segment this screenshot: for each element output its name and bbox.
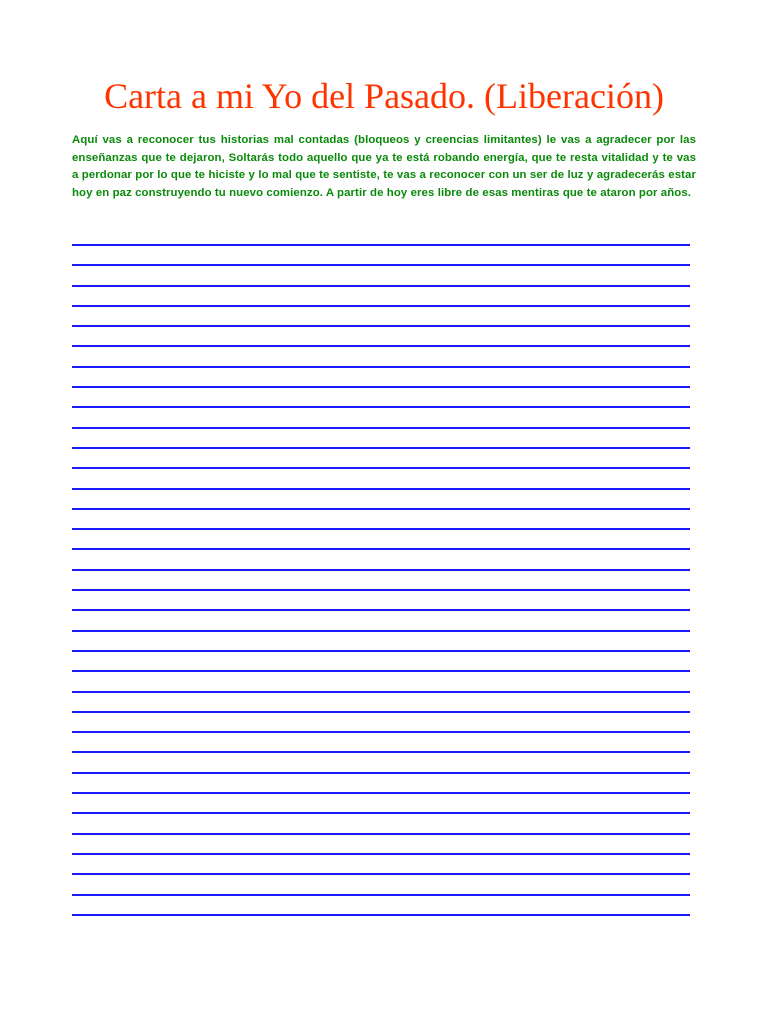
writing-line xyxy=(72,792,690,812)
writing-line xyxy=(72,467,690,487)
writing-lines xyxy=(72,244,690,934)
writing-line xyxy=(72,630,690,650)
writing-line xyxy=(72,508,690,528)
writing-line xyxy=(72,447,690,467)
writing-line xyxy=(72,285,690,305)
writing-line xyxy=(72,894,690,914)
page-title: Carta a mi Yo del Pasado. (Liberación) xyxy=(104,76,664,116)
intro-paragraph: Aquí vas a reconocer tus historias mal contadas (bloqueos y creencias limitantes) le vas a agradecer por las enseñanzas que te dejaron, Soltarás todo aquello que ya te está robando energía, que te resta vitalidad y te vas a perdonar por lo que te hiciste y lo mal que te sentiste, te vas a reconocer con un ser de luz y agradecerás estar hoy en paz construyendo tu nuevo comienzo. A partir de hoy eres libre de esas mentiras que te ataron por años. xyxy=(72,134,696,199)
writing-line xyxy=(72,609,690,629)
writing-line xyxy=(72,427,690,447)
writing-line xyxy=(72,853,690,873)
writing-line xyxy=(72,873,690,893)
writing-line xyxy=(72,711,690,731)
writing-line xyxy=(72,914,690,934)
writing-line xyxy=(72,691,690,711)
writing-line xyxy=(72,366,690,386)
writing-line xyxy=(72,650,690,670)
writing-line xyxy=(72,305,690,325)
writing-line xyxy=(72,833,690,853)
writing-line xyxy=(72,569,690,589)
writing-line xyxy=(72,772,690,792)
writing-line xyxy=(72,751,690,771)
writing-line xyxy=(72,325,690,345)
writing-line xyxy=(72,548,690,568)
writing-line xyxy=(72,386,690,406)
writing-line xyxy=(72,345,690,365)
writing-line xyxy=(72,488,690,508)
writing-line xyxy=(72,264,690,284)
writing-line xyxy=(72,670,690,690)
writing-line xyxy=(72,406,690,426)
writing-line xyxy=(72,589,690,609)
writing-line xyxy=(72,812,690,832)
writing-line xyxy=(72,731,690,751)
writing-line xyxy=(72,244,690,264)
writing-line xyxy=(72,528,690,548)
